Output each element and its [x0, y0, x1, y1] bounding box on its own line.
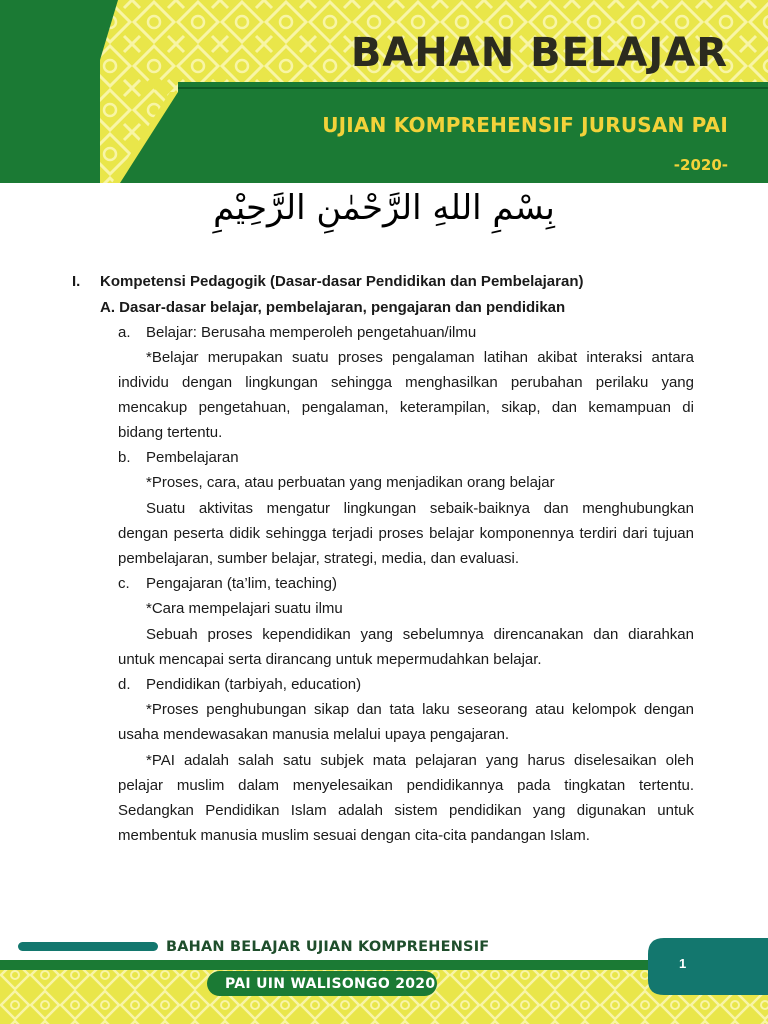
footer-label: BAHAN BELAJAR UJIAN KOMPREHENSIF	[166, 939, 490, 955]
item-c-title: Pengajaran (ta’lim, teaching)	[146, 575, 337, 592]
item-a-text-line: mencakup pengetahuan, pengalaman, keterampilan, sikap, dan kemampuan di	[118, 399, 694, 416]
header-title: BAHAN BELAJAR	[350, 30, 728, 76]
item-a-text-line: individu dengan lingkungan sehingga menghasilkan perubahan perilaku yang	[118, 374, 694, 391]
item-d-text-line: pelajar muslim dalam menyelesaikan pendidikannya pada tingkatan tertentu.	[118, 777, 694, 794]
item-d-title: Pendidikan (tarbiyah, education)	[146, 676, 362, 693]
item-d-text-line: *Proses penghubungan sikap dan tata laku seseorang atau kelompok dengan	[146, 701, 694, 718]
item-b-text-line: pembelajaran, sumber belajar, strategi, media, dan evaluasi.	[118, 550, 520, 567]
item-c-text-line: untuk mencapai serta dirancang untuk mepermudahkan belajar.	[118, 651, 542, 668]
basmalah-calligraphy: بِسْمِ اللهِ الرَّحْمٰنِ الرَّحِيْمِ	[213, 188, 555, 228]
item-d-text-line: Sedangkan Pendidikan Islam adalah sistem pendidikan yang digunakan untuk	[118, 802, 694, 819]
page-number: 1	[679, 956, 687, 971]
header-subtitle: UJIAN KOMPREHENSIF JURUSAN PAI	[322, 113, 728, 137]
footer-institution: PAI UIN WALISONGO 2020	[225, 976, 436, 992]
item-a-text-line: bidang tertentu.	[118, 424, 223, 441]
item-b-text-line: *Proses, cara, atau perbuatan yang menjadikan orang belajar	[146, 474, 555, 491]
item-d-marker: d.	[118, 676, 131, 693]
item-b-text-line: Suatu aktivitas mengatur lingkungan sebaik-baiknya dan menghubungkan	[146, 500, 694, 517]
item-a-title: Belajar: Berusaha memperoleh pengetahuan/ilmu	[146, 324, 477, 341]
header-year: -2020-	[673, 156, 728, 174]
item-d-text-line: membentuk manusia muslim sesuai dengan cita-cita pandangan Islam.	[118, 827, 590, 844]
item-d-text-line: usaha mendewasakan manusia melalui upaya pengajaran.	[118, 726, 510, 743]
section-number: I.	[72, 273, 81, 290]
item-b-title: Pembelajaran	[146, 449, 239, 466]
item-a-marker: a.	[118, 324, 131, 341]
item-c-text-line: *Cara mempelajari suatu ilmu	[146, 600, 343, 617]
subsection-title: A. Dasar-dasar belajar, pembelajaran, pengajaran dan pendidikan	[100, 299, 566, 316]
item-d-text-line: *PAI adalah salah satu subjek mata pelajaran yang harus diselesaikan oleh	[146, 752, 694, 769]
item-c-marker: c.	[118, 575, 130, 592]
header-background	[0, 0, 768, 183]
page-header	[0, 0, 768, 183]
item-a-text-line: *Belajar merupakan suatu proses pengalaman latihan akibat interaksi antara	[146, 349, 694, 366]
section-title: Kompetensi Pedagogik (Dasar-dasar Pendidikan dan Pembelajaran)	[100, 273, 584, 290]
item-b-text-line: dengan peserta didik sehingga terjadi proses belajar komponennya terdiri dari tujuan	[118, 525, 694, 542]
item-b-marker: b.	[118, 449, 131, 466]
item-c-text-line: Sebuah proses kependidikan yang sebelumnya direncanakan dan diarahkan	[146, 626, 694, 643]
page-footer	[0, 930, 768, 1024]
